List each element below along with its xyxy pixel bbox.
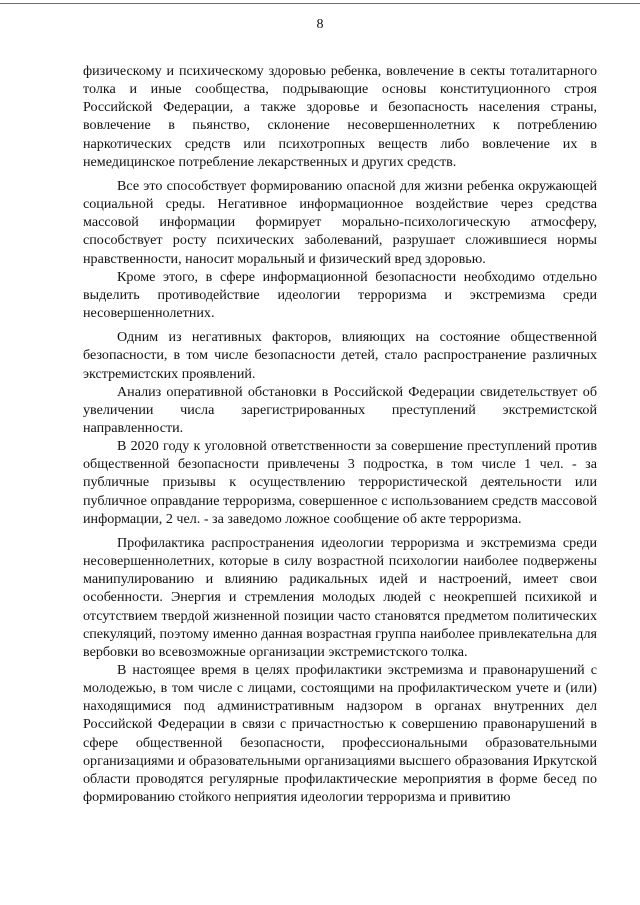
paragraph: Одним из негативных факторов, влияющих на состояние общественной безопасности, в том числе безопасности детей, стало распространение различных экстремистских проявлений. xyxy=(83,329,597,382)
paragraph: Анализ оперативной обстановки в Российской Федерации свидетельствует об увеличении числа зарегистрированных преступлений экстремистской направленности. xyxy=(83,383,597,436)
paragraph: В 2020 году к уголовной ответственности за совершение преступлений против общественной безопасности привлечены 3 подростка, в том числе 1 чел. - за публичные призывы к осуществлению террористической деятельности или публичное оправдание терроризма, совершенное с использованием средств массовой информации, 2 чел. - за заведомо ложное сообщение об акте терроризма. xyxy=(83,438,597,527)
document-body xyxy=(83,62,597,806)
paragraph: Кроме этого, в сфере информационной безопасности необходимо отдельно выделить противодействие идеологии терроризма и экстремизма среди несовершеннолетних. xyxy=(83,268,597,322)
paragraph: Все это способствует формированию опасной для жизни ребенка окружающей социальной среды. Негативное информационное воздействие через средства массовой информации формирует морально-психологическую атмосферу, способствует росту психических заболеваний, разрушает сложившиеся нормы нравственности, наносит моральный и физический вред здоровью. xyxy=(83,177,597,267)
paragraph: Профилактика распространения идеологии терроризма и экстремизма среди несовершеннолетних, которые в силу возрастной психологии наиболее подвержены манипулированию и влиянию радикальных идей и настроений, имеет свои особенности. Энергия и стремления молодых людей с неокрепшей психикой и отсутствием твердой жизненной позиции часто становятся предметом политических спекуляций, поэтому именно данная возрастная группа наиболее привлекательна для вербовки во всевозможные организации экстремистского толка. xyxy=(83,534,597,660)
page-number: 8 xyxy=(316,17,324,32)
paragraph-continuation: физическому и психическому здоровью ребенка, вовлечение в секты тоталитарного толка и иные сообщества, подрывающие основы конституционного строя Российской Федерации, а также здоровье и безопасность населения страны, вовлечение в пьянство, склонение несовершеннолетних к потреблению наркотических средств или психотропных веществ либо вовлечение их в немедицинское потребление лекарственных и других средств. xyxy=(83,63,597,170)
paragraph: В настоящее время в целях профилактики экстремизма и правонарушений с молодежью, в том числе с лицами, состоящими на профилактическом учете и (или) находящимися под административным надзором в органах внутренних дел Российской Федерации в связи с причастностью к совершению правонарушений в сфере общественной безопасности, профессиональными образовательными организациями и образовательными организациями высшего образования Иркутской области проводятся регулярные профилактические мероприятия в форме бесед по формированию стойкого неприятия идеологии терроризма и привитию xyxy=(83,662,597,806)
top-divider xyxy=(0,3,640,4)
